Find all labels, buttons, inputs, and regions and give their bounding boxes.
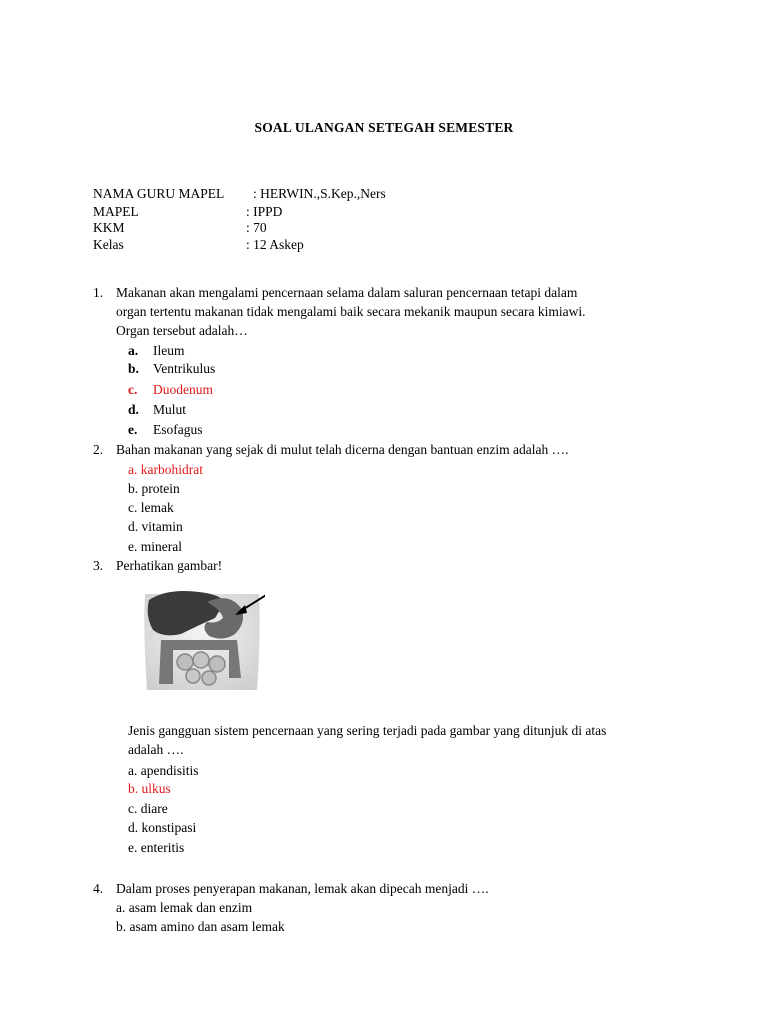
page-title: SOAL ULANGAN SETEGAH SEMESTER xyxy=(254,120,514,135)
info-label: KKM xyxy=(93,220,125,235)
option-letter: a. xyxy=(128,343,139,358)
info-label: Kelas xyxy=(93,237,124,252)
option-text: Mulut xyxy=(153,402,187,417)
option: c. diare xyxy=(128,801,168,816)
info-value: : 12 Askep xyxy=(246,237,304,252)
digestive-system-icon xyxy=(137,582,265,694)
question-number: 3. xyxy=(93,558,104,573)
option: c. lemak xyxy=(128,500,174,515)
info-label: MAPEL xyxy=(93,204,139,219)
option: a. asam lemak dan enzim xyxy=(116,900,253,915)
question-text: adalah …. xyxy=(128,742,184,757)
question-text: Perhatikan gambar! xyxy=(116,558,223,573)
digestive-system-illustration xyxy=(137,582,265,694)
question-text: Jenis gangguan sistem pencernaan yang sering terjadi pada gambar yang ditunjuk di atas xyxy=(128,723,607,738)
question-text: Dalam proses penyerapan makanan, lemak akan dipecah menjadi …. xyxy=(116,881,489,896)
question-number: 4. xyxy=(93,881,104,896)
option-text: Esofagus xyxy=(153,422,203,437)
info-label: NAMA GURU MAPEL xyxy=(93,186,225,201)
option: e. mineral xyxy=(128,539,182,554)
question-text: Organ tersebut adalah… xyxy=(116,323,248,338)
question-number: 1. xyxy=(93,285,104,300)
option: a. apendisitis xyxy=(128,763,199,778)
option: b. asam amino dan asam lemak xyxy=(116,919,285,934)
info-value: : 70 xyxy=(246,220,267,235)
option-letter: d. xyxy=(128,402,139,417)
question-number: 2. xyxy=(93,442,104,457)
option-text: Ileum xyxy=(153,343,185,358)
option-letter: e. xyxy=(128,422,138,437)
option-answer: b. ulkus xyxy=(128,781,171,796)
option-letter: b. xyxy=(128,361,139,376)
info-value: : HERWIN.,S.Kep.,Ners xyxy=(253,186,386,201)
option-text: Ventrikulus xyxy=(153,361,216,376)
question-text: organ tertentu makanan tidak mengalami baik secara mekanik maupun secara kimiawi. xyxy=(116,304,586,319)
option: d. vitamin xyxy=(128,519,183,534)
question-text: Bahan makanan yang sejak di mulut telah dicerna dengan bantuan enzim adalah …. xyxy=(116,442,569,457)
option-text-answer: Duodenum xyxy=(153,382,213,397)
option: b. protein xyxy=(128,481,180,496)
option-letter-answer: c. xyxy=(128,382,138,397)
option-answer: a. karbohidrat xyxy=(128,462,203,477)
option: d. konstipasi xyxy=(128,820,197,835)
question-text: Makanan akan mengalami pencernaan selama dalam saluran pencernaan tetapi dalam xyxy=(116,285,578,300)
option: e. enteritis xyxy=(128,840,185,855)
info-value: : IPPD xyxy=(246,204,283,219)
